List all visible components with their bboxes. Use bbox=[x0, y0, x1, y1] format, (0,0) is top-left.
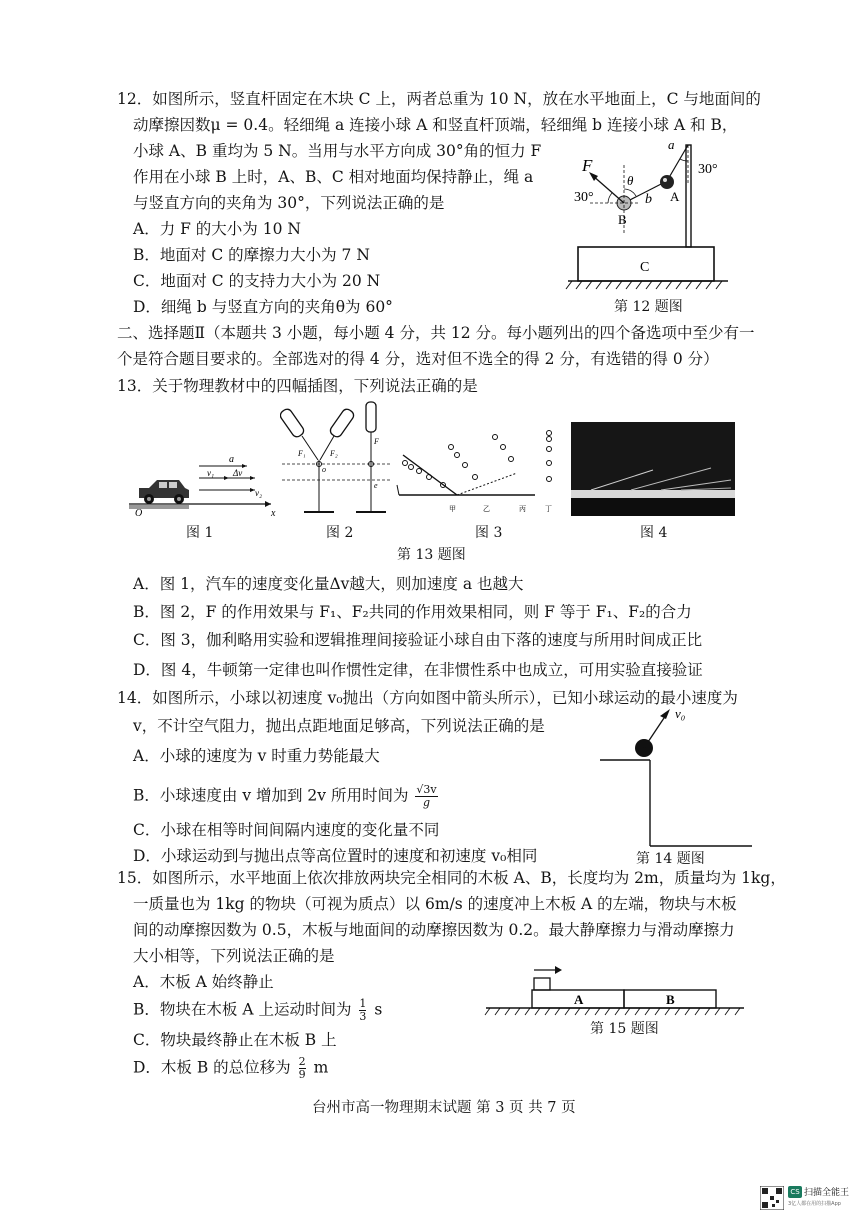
q15-option-c: C．物块最终静止在木板 B 上 bbox=[133, 1031, 337, 1049]
ball-a bbox=[660, 175, 674, 189]
vertical-pole bbox=[686, 145, 691, 247]
q12-option-c: C．地面对 C 的支持力大小为 20 N bbox=[133, 272, 381, 290]
q13-option-c: C．图 3，伽利略用实验和逻辑推理间接验证小球自由下落的速度与所用时间成正比 bbox=[133, 631, 703, 649]
q15-d-fraction bbox=[299, 1056, 306, 1081]
camscanner-title: 扫描全能王 bbox=[804, 1188, 850, 1198]
q13-option-b: B．图 2，F 的作用效果与 F₁、F₂共同的作用效果相同，则 F 等于 F₁、F₂的合力 bbox=[133, 603, 692, 621]
fig2-label-f2: F₂ bbox=[330, 449, 338, 458]
q13-fig4-photo bbox=[571, 422, 735, 516]
q13-caption: 第 13 题图 bbox=[397, 547, 466, 563]
small-block bbox=[534, 978, 550, 990]
fig3-label-bing: 丙 bbox=[519, 505, 526, 513]
q12-line1: 12．如图所示，竖直杆固定在木块 C 上，两者总重为 10 N，放在水平地面上，C 与地面间的 bbox=[117, 90, 761, 108]
q15-line4: 大小相等，下列说法正确的是 bbox=[133, 947, 335, 965]
fig1-label-a: a bbox=[229, 454, 234, 465]
q15-b-fraction-num: 1 bbox=[359, 997, 367, 1010]
q15-option-b bbox=[133, 998, 382, 1023]
q13-fig3-label: 图 3 bbox=[475, 525, 503, 541]
q13-fig4-label: 图 4 bbox=[640, 525, 668, 541]
q15-option-b-unit: s bbox=[374, 1000, 383, 1019]
fig2-label-e: e bbox=[374, 481, 378, 490]
label-theta: θ bbox=[627, 173, 634, 188]
q14-line1: 14．如图所示，小球以初速度 v₀抛出（方向如图中箭头所示），已知小球运动的最小速度为 bbox=[117, 689, 738, 707]
fig1-label-v2: v₂ bbox=[255, 488, 263, 498]
q12-line2: 动摩擦因数μ = 0.4。轻细绳 a 连接小球 A 和竖直杆顶端，轻细绳 b 连接小球 A 和 B， bbox=[133, 116, 738, 134]
section2-line2: 个是符合题目要求的。全部选对的得 4 分，选对但不选全的得 2 分，有选错的得 0 分） bbox=[117, 350, 719, 368]
q14-figure bbox=[596, 704, 756, 850]
label-b: b bbox=[645, 192, 652, 207]
q15-line1: 15．如图所示，水平地面上依次排放两块完全相同的木板 A、B，长度均为 2m，质量均为 1kg， bbox=[117, 869, 786, 887]
q13-fig2-label: 图 2 bbox=[326, 525, 354, 541]
q14-option-b-text: B．小球速度由 v 增加到 2v 所用时间为 bbox=[133, 786, 409, 805]
q14-option-d: D．小球运动到与抛出点等高位置时的速度和初速度 v₀相同 bbox=[133, 847, 538, 865]
label-board-b: B bbox=[666, 992, 675, 1007]
section2-line1: 二、选择题Ⅱ（本题共 3 小题，每小题 4 分，共 12 分。每小题列出的四个备选项中至少有一 bbox=[117, 324, 755, 342]
fig1-label-x: x bbox=[271, 508, 276, 518]
q12-option-a: A．力 F 的大小为 10 N bbox=[133, 220, 301, 238]
q14-line2: v，不计空气阻力，抛出点距地面足够高，下列说法正确的是 bbox=[133, 717, 545, 735]
label-ball-b: B bbox=[618, 212, 627, 227]
camscanner-logo: CS bbox=[788, 1186, 802, 1198]
label-a: a bbox=[668, 137, 675, 152]
fig3-label-yi: 乙 bbox=[483, 505, 490, 513]
label-board-a: A bbox=[574, 992, 584, 1007]
q12-line4: 作用在小球 B 上时，A、B、C 相对地面均保持静止，绳 a bbox=[133, 168, 534, 186]
q12-option-d: D．细绳 b 与竖直方向的夹角θ为 60° bbox=[133, 298, 393, 316]
q15-option-a: A．木板 A 始终静止 bbox=[133, 973, 274, 991]
label-angle-left: 30° bbox=[574, 190, 594, 205]
q14-option-a: A．小球的速度为 v 时重力势能最大 bbox=[133, 747, 380, 765]
q15-option-b-text: B．物块在木板 A 上运动时间为 bbox=[133, 1000, 352, 1019]
q12-line3: 小球 A、B 重均为 5 N。当用与水平方向成 30°角的恒力 F bbox=[133, 142, 542, 160]
q15-caption: 第 15 题图 bbox=[590, 1021, 659, 1037]
fig2-label-f1: F₁ bbox=[298, 449, 306, 458]
q15-b-fraction-den: 3 bbox=[359, 1010, 367, 1023]
q15-b-fraction bbox=[359, 998, 366, 1023]
q12-option-b: B．地面对 C 的摩擦力大小为 7 N bbox=[133, 246, 370, 264]
label-v0: v₀ bbox=[675, 706, 686, 721]
camscanner-subtitle: 3亿人都在用的扫描App bbox=[788, 1201, 841, 1207]
q12-figure bbox=[560, 135, 750, 300]
label-c: C bbox=[640, 260, 650, 275]
q14-option-c: C．小球在相等时间间隔内速度的变化量不同 bbox=[133, 821, 440, 839]
q14-caption: 第 14 题图 bbox=[636, 851, 705, 867]
q13-stem: 13．关于物理教材中的四幅插图，下列说法正确的是 bbox=[117, 377, 478, 395]
fig2-label-o: o bbox=[322, 465, 326, 474]
q15-line3: 间的动摩擦因数为 0.5，木板与地面间的动摩擦因数为 0.2。最大静摩擦力与滑动摩擦力 bbox=[133, 921, 735, 939]
q13-option-a: A．图 1，汽车的速度变化量Δv越大，则加速度 a 也越大 bbox=[133, 575, 524, 593]
q15-option-d-unit: m bbox=[313, 1058, 329, 1077]
page-footer: 台州市高一物理期末试题 第 3 页 共 7 页 bbox=[312, 1100, 576, 1116]
camscanner-badge bbox=[758, 1183, 858, 1215]
fig1-label-o: O bbox=[135, 508, 143, 518]
q15-figure bbox=[480, 962, 750, 1018]
q15-option-d-text: D．木板 B 的总位移为 bbox=[133, 1058, 291, 1077]
q15-d-fraction-num: 2 bbox=[298, 1055, 306, 1068]
fig3-label-jia: 甲 bbox=[449, 505, 456, 513]
fig3-label-ding: 丁 bbox=[545, 505, 552, 513]
force-f-arrow bbox=[592, 175, 624, 203]
label-f: F bbox=[582, 156, 593, 175]
label-angle-right: 30° bbox=[698, 162, 718, 177]
q13-fig2 bbox=[280, 398, 395, 520]
q15-line2: 一质量也为 1kg 的物块（可视为质点）以 6m/s 的速度冲上木板 A 的左端，物块与木板 bbox=[133, 895, 737, 913]
q14-fraction-den: g bbox=[423, 796, 431, 809]
q13-fig3 bbox=[395, 425, 567, 520]
fig1-label-v1: v₁ bbox=[207, 468, 215, 478]
fig1-label-dv: Δv bbox=[233, 468, 243, 478]
q14-fraction bbox=[415, 784, 437, 809]
q13-option-d: D．图 4，牛顿第一定律也叫作惯性定律，在非惯性系中也成立，可用实验直接验证 bbox=[133, 661, 703, 679]
q15-d-fraction-den: 9 bbox=[298, 1068, 306, 1081]
fig2-label-f: F bbox=[374, 437, 379, 446]
label-ball-a: A bbox=[670, 189, 680, 204]
q14-fraction-num: √3v bbox=[416, 783, 437, 796]
q15-option-d bbox=[133, 1056, 328, 1081]
q12-caption: 第 12 题图 bbox=[614, 299, 683, 315]
q13-fig1-label: 图 1 bbox=[186, 525, 214, 541]
q14-option-b bbox=[133, 784, 438, 809]
q12-line5: 与竖直方向的夹角为 30°，下列说法正确的是 bbox=[133, 194, 445, 212]
qr-code-icon bbox=[760, 1186, 784, 1210]
q13-fig1 bbox=[125, 448, 280, 518]
